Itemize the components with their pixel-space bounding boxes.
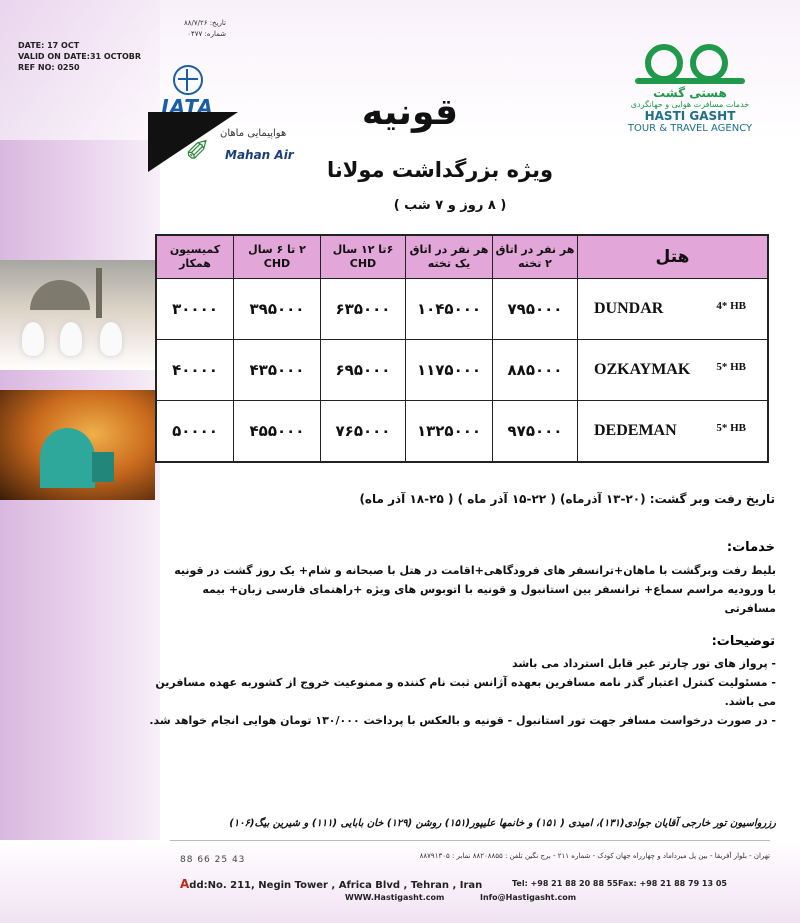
cell-chd-2-6: ۳۹۵۰۰۰: [234, 279, 321, 340]
col-double: هر نفر در اتاق ۲ تخته: [493, 235, 578, 279]
issue-date-value: ۸۸/۷/۲۶: [183, 19, 208, 27]
table-row: [156, 279, 768, 340]
hasti-fa-sub: خدمات مسافرت هوایی و جهانگردی: [630, 100, 750, 109]
col-single: هر نفر در اتاق یک تخته: [406, 235, 493, 279]
hasti-en-sub: TOUR & TRAVEL AGENCY: [627, 123, 753, 134]
footer-tel-left: 88 66 25 43: [180, 855, 246, 865]
cell-hotel: [578, 279, 769, 340]
cell-chd-2-6: ۴۵۵۰۰۰: [234, 401, 321, 463]
hasti-mark-icon: [635, 38, 745, 86]
services-heading: خدمات:: [726, 540, 775, 555]
mahan-fa-text: هواپیمایی ماهان: [220, 128, 287, 139]
cell-hotel: [578, 340, 769, 401]
table-row: [156, 401, 768, 463]
cell-single: ۱۰۴۵۰۰۰: [406, 279, 493, 340]
date-text: DATE: 17 OCT: [18, 41, 80, 50]
services-line: با ورودیه مراسم سماع+ ترانسفر بین استانبول و قونیه با اتوبوس های ویژه +راهنمای فارسی زبان+ بیمه مسافرتی: [202, 583, 776, 615]
cell-hotel: [578, 401, 769, 463]
page-title: قونیه: [361, 92, 459, 133]
hotel-name: DEDEMAN: [594, 422, 677, 439]
reservation-contacts: رزرواسیون تور خارجی آقایان جوادی(۱۳۱)، امیدی ( ۱۵۱) و خانمها علیپور(۱۵۱) روشن (۱۲۹) خان بابایی (۱۱۱) و شیرین بیگ(۱۰۶): [229, 818, 776, 829]
hotel-name: DUNDAR: [594, 300, 664, 317]
ref-text: REF NO: 0250: [18, 63, 80, 72]
table-row: [156, 340, 768, 401]
issue-date-label: تاریخ:: [209, 19, 226, 27]
photo-mevlana-dancers: [0, 260, 160, 370]
note-item: - مسئولیت کنترل اعتبار گذر نامه مسافرین بعهده آژانس ثبت نام کننده و ممنوعیت خروج از کشوربه عهده مسافرین می باشد.: [155, 676, 776, 708]
photo-mevlana-tomb: [0, 390, 155, 500]
page-subtitle: ویژه بزرگداشت مولانا: [326, 158, 554, 182]
hotel-name: OZKAYMAK: [594, 361, 691, 378]
address-text: dd:No. 211, Negin Tower , Africa Blvd , Tehran , Iran: [189, 880, 483, 891]
cell-commission: ۵۰۰۰۰: [156, 401, 234, 463]
price-table: [155, 234, 769, 463]
hotel-stars: 5* HB: [716, 361, 746, 373]
notes-list: [140, 654, 776, 730]
table-header-row: [156, 235, 768, 279]
note-item: - پرواز های تور چارتر غیر قابل استرداد می باشد: [512, 657, 776, 670]
email-link[interactable]: Info@Hastigasht.com: [480, 893, 577, 902]
cell-double: ۷۹۵۰۰۰: [493, 279, 578, 340]
col-chd-2-6: ۲ تا ۶ سال CHD: [234, 235, 321, 279]
footer-address-fa: تهران - بلوار آفریقا - بین پل میرداماد و چهارراه جهان کودک - شماره ۲۱۱ - برج نگین تلفن : ۸۸۲۰۸۸۵۵ نمابر : ۸۸۷۹۱۳۰۵: [419, 852, 770, 860]
cell-chd-6-12: ۷۶۵۰۰۰: [321, 401, 406, 463]
issue-no-label: شماره:: [204, 30, 226, 38]
website-link[interactable]: WWW.Hastigasht.com: [345, 893, 445, 902]
cell-commission: ۳۰۰۰۰: [156, 279, 234, 340]
footer-divider: [170, 840, 770, 841]
footer-address-en: [180, 877, 482, 891]
col-hotel: هتل: [578, 235, 769, 279]
col-chd-6-12: ۶تا ۱۲ سال CHD: [321, 235, 406, 279]
cell-single: ۱۳۲۵۰۰۰: [406, 401, 493, 463]
iata-logo: [150, 65, 225, 119]
notes-heading: توضیحات:: [711, 634, 775, 649]
services-text: [150, 561, 776, 618]
mahan-en-text: Mahan Air: [225, 148, 294, 162]
cell-double: ۸۸۵۰۰۰: [493, 340, 578, 401]
hasti-gasht-logo: [600, 38, 780, 134]
cell-chd-6-12: ۶۹۵۰۰۰: [321, 340, 406, 401]
travel-dates: تاریخ رفت وبر گشت: (۲۰-۱۳ آذرماه) ( ۲۲-۱۵ آذر ماه ) ( ۲۵-۱۸ آذر ماه): [359, 492, 775, 506]
cell-commission: ۴۰۰۰۰: [156, 340, 234, 401]
note-item: - در صورت درخواست مسافر جهت تور استانبول - قونیه و بالعکس با پرداخت ۱۳۰/۰۰۰ تومان هوایی انجام خواهد شد.: [149, 714, 776, 727]
hotel-stars: 5* HB: [716, 422, 746, 434]
footer-tel: Tel: +98 21 88 20 88 55: [512, 879, 618, 888]
hotel-stars: 4* HB: [716, 300, 746, 312]
cell-double: ۹۷۵۰۰۰: [493, 401, 578, 463]
mahan-bird-icon: ✐: [185, 134, 211, 169]
iata-text: IATA: [161, 95, 214, 119]
hasti-fa-text: هستی گشت: [653, 86, 727, 100]
services-line: بلیط رفت وبرگشت با ماهان+ترانسفر های فرودگاهی+اقامت در هتل با صبحانه و شام+ یک روز گشت در قونیه: [174, 564, 776, 577]
tour-duration: ( ۸ روز و ۷ شب ): [393, 198, 507, 213]
globe-icon: [173, 65, 203, 95]
issue-no-value: ۰۴۷۷: [187, 30, 203, 38]
footer-fax: Fax: +98 21 88 79 13 05: [618, 879, 727, 888]
cell-chd-6-12: ۶۳۵۰۰۰: [321, 279, 406, 340]
document-meta: [18, 40, 141, 73]
cell-chd-2-6: ۴۳۵۰۰۰: [234, 340, 321, 401]
issue-info: [176, 18, 226, 40]
address-initial: A: [180, 877, 190, 891]
valid-text: VALID ON DATE:31 OCTOBR: [18, 52, 142, 61]
hasti-en-text: HASTI GASHT: [644, 109, 736, 123]
cell-single: ۱۱۷۵۰۰۰: [406, 340, 493, 401]
col-commission: کمیسیون همکار: [156, 235, 234, 279]
